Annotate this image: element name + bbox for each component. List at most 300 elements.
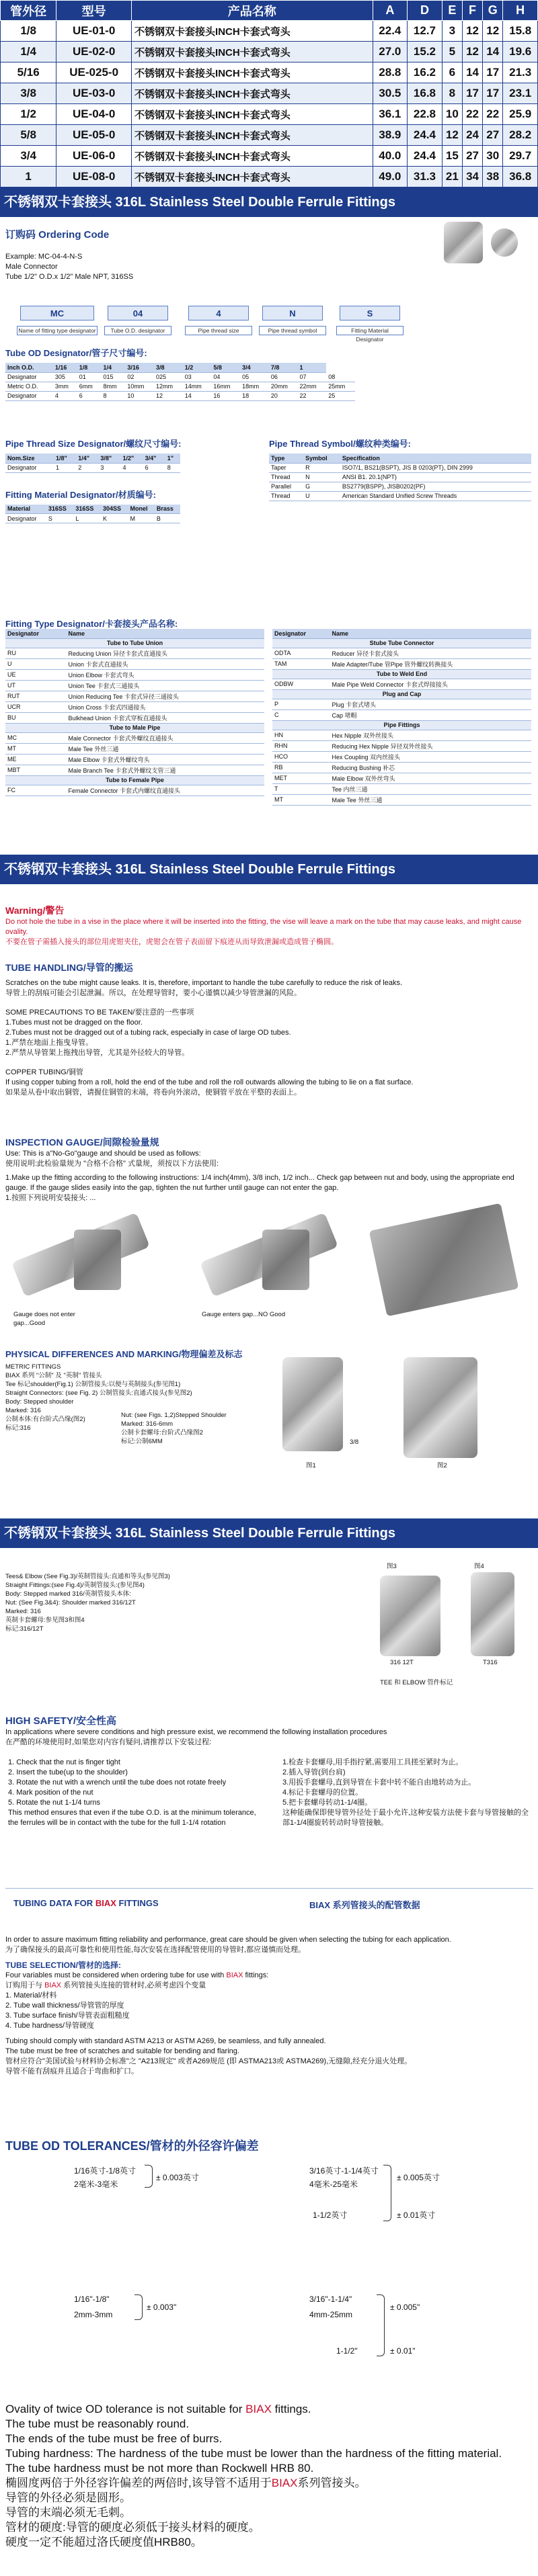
fitting-type-code: MC [5,732,66,743]
spec-cell: UE-02-0 [56,42,132,62]
section-banner-1: 不锈钢双卡套接头 316L Stainless Steel Double Ferrule Fittings [0,187,538,217]
fitting-type-code: FC [5,785,66,796]
section2-line: 标记:316/12T [5,1625,44,1633]
grid-cell: 14 [183,391,212,400]
tubing-intro: In order to assure maximum fitting reliability and performance, great care should be given when selecting the tubing for each application. [5,1936,451,1944]
ordering-section [5,227,355,282]
gauge-p1: Use: This is a"No-Go"gauge and should be used as follows: [5,1150,201,1158]
spec-cell: 12 [442,125,462,146]
ordering-code-box: 4 [188,306,249,320]
physical-line: 公制本体:有台阶式凸缘(图2) [5,1416,85,1423]
section-banner-2: 不锈钢双卡套接头 316L Stainless Steel Double Ferrule Fittings [0,855,538,884]
fitting-type-name: Union Reducing Tee 卡套式异径三通接头 [66,691,264,701]
grid-cell: 1/2" [120,454,143,463]
physical-nut-line: 公制卡套螺母:台阶式凸缘图2 [121,1429,203,1436]
spec-cell: 27 [462,146,482,167]
grid-cell: 6mm [77,382,102,391]
spec-cell: 31.3 [408,167,443,187]
tol-e-value: ± 0.005" [390,2303,420,2312]
physical-nut-line: Marked: 316-6mm [121,1420,174,1428]
spec-cell: 29.7 [503,146,538,167]
tube-selection-intro [5,1971,533,1981]
tol-d-range1: 1/16"-1/8" [74,2294,110,2304]
grid-cell: Inch O.D. [5,363,53,372]
spec-cell: 1/2 [1,104,56,125]
spec-cell: UE-06-0 [56,146,132,167]
fitting-type-group: Stube Tube Connector [272,638,531,648]
fitting-type-name: Male Pipe Weld Connector 卡套式焊接接头 [330,679,531,689]
fig-size-label: 3/8 [350,1439,359,1446]
spec-cell: 22.4 [373,21,408,42]
fitting-type-row [272,783,531,794]
grid-cell: 8mm [102,382,126,391]
grid-cell: 1 [298,363,327,372]
pipe-symbol-section [269,437,531,501]
gauge-caption-good: Gauge does not enter gap...Good [13,1311,75,1327]
fitting-type-code: MT [272,794,330,805]
grid-cell: 22mm [298,382,327,391]
spec-cell: 24.4 [408,125,443,146]
grid-cell: ISO7/1, BS21(BSPT), JIS B 0203(PT), DIN 2999 [340,463,531,472]
fitting-type-code: C [272,710,330,720]
fitting-type-code: T [272,783,330,794]
fitting-type-name: Bulkhead Union 卡套式穿板直通接头 [66,712,264,723]
fitting-type-name: Cap 堵帽 [330,710,531,720]
tol-f-range: 1-1/2" [336,2346,358,2356]
spec-header-cell: 管外径 [1,1,56,21]
safety-step-cn: 3.用扳手套螺母,直到导管在卡套中转不能自由地转动为止。 [282,1778,476,1787]
grid-cell: 02 [125,372,154,382]
grid-row [269,454,531,463]
safety-step-en: 4. Mark position of the nut [8,1789,93,1797]
spec-cell: 5/8 [1,125,56,146]
grid-cell: 1" [165,454,180,463]
physical-nut-line: Nut: (see Figs. 1,2)Stepped Shoulder [121,1412,227,1419]
fig4-photo [471,1572,514,1656]
safety-step-cn: 这种能确保即使导管外径处于最小允许,这种安装方法使卡套与导管接触的全部1-1/4圈旋转转动时导管接触。 [282,1809,529,1827]
spec-cell: 14 [483,42,503,62]
grid-cell: 1/8 [77,363,102,372]
grid-cell: Designator [5,514,46,523]
physical-line: 标记:316 [5,1424,31,1432]
spec-cell: UE-025-0 [56,62,132,83]
spec-cell: 15.2 [408,42,443,62]
spec-cell: 23.1 [503,83,538,104]
fitting-type-name: Reducer 异径卡套式接头 [330,648,531,658]
grid-cell: 3/8" [98,454,120,463]
grid-cell: 25 [326,391,355,400]
grid-cell: 015 [102,372,126,382]
ordering-code-label: Tube O.D. designator [104,326,171,335]
spec-cell: 3/4 [1,146,56,167]
fitting-type-code: U [5,658,66,669]
handling-p3: COPPER TUBING/铜管 [5,1068,83,1076]
tube-selection-item: 2. Tube wall thickness/导管管的厚度 [5,2002,124,2010]
physical-line: Straight Connectors: (see Fig. 2) 公制管接头:直通式接头(参见图2) [5,1389,192,1397]
spec-cell: 5/16 [1,62,56,83]
grid-cell: 3/8 [154,363,183,372]
grid-cell: 20mm [269,382,298,391]
fitting-type-name: Male Elbow 卡套式外螺纹弯头 [66,754,264,765]
fitting-type-group: Tube to Weld End [272,669,531,679]
fitting-type-code: MBT [5,765,66,775]
tubing-std-cn2: 导管不能有刮痕并且适合于弯曲和扩口。 [5,2067,139,2075]
section2-line: Marked: 316 [5,1608,41,1615]
fitting-type-row [272,710,531,720]
grid-cell: Designator [5,372,53,382]
fitting-type-name: Union Tee 卡套式三通接头 [66,680,264,691]
handling-p3t: If using copper tubing from a roll, hold the end of the tube and roll the roll outwards allowing the tubing to lie on a flat surface. [5,1078,414,1086]
tube-selection-section [5,1935,533,2077]
spec-cell: 不锈钢双卡套接头INCH卡套式弯头 [132,125,373,146]
fitting-type-code: UCR [5,701,66,712]
grid-cell: Specification [340,454,531,463]
spec-cell: 21.3 [503,62,538,83]
grid-cell: N [303,472,340,482]
tol-c-value: ± 0.01英寸 [397,2210,436,2220]
tubing-brand: BIAX [95,1898,116,1908]
tol-ef-brace [377,2294,385,2356]
tol-c-range: 1-1/2英寸 [313,2210,348,2220]
safety-step-en: 5. Rotate the nut 1-1/4 turns [8,1799,100,1807]
spec-cell: 27 [483,125,503,146]
spec-cell: UE-05-0 [56,125,132,146]
spec-cell: 不锈钢双卡套接头INCH卡套式弯头 [132,83,373,104]
spec-cell: 8 [442,83,462,104]
grid-cell: 4 [53,391,77,400]
tubing-intro-cn: 为了确保接头的最高可靠性和使用性能,每次安装在选择配管使用的导管时,都应谨慎而处理。 [5,1946,306,1954]
spec-cell: 不锈钢双卡套接头INCH卡套式弯头 [132,42,373,62]
fitting-type-group: Pipe Fittings [272,720,531,730]
physical-nut-line: 标记:公制6MM [121,1438,163,1445]
fitting-type-name: Reducing Hex Nipple 异径双外丝接头 [330,740,531,751]
handling-p1: Scratches on the tube might cause leaks. It is, therefore, important to handle the tube carefully to reduce the risk of leaks. [5,979,403,987]
gauge-title: INSPECTION GAUGE/间隙检验量规 [5,1137,159,1148]
grid-cell: 08 [326,372,355,382]
fitting-type-code: UT [5,680,66,691]
fitting-type-name: Male Tee 外丝三通 [66,743,264,754]
grid-cell: Monel [128,505,155,514]
grid-cell: R [303,463,340,472]
tube-selection-item: 3. Tube surface finish/导管表面粗糙度 [5,2012,130,2020]
fig3-photo [380,1576,440,1656]
grid-cell: 316SS [46,505,74,514]
grid-cell: 3/16 [125,363,154,372]
final-l7: 导管的外径必须是圆形。 [5,2491,131,2504]
grid-cell: Thread [269,491,303,501]
ordering-title: 订购码 Ordering Code [5,229,110,241]
grid-cell: L [73,514,101,523]
tol-b-range1: 3/16英寸-1-1/4英寸 [309,2166,379,2176]
spec-cell: 17 [483,83,503,104]
ordering-example: Example: MC-04-4-N-S [5,253,83,261]
spec-cell: UE-01-0 [56,21,132,42]
fitting-type-row [5,691,264,701]
fitting-type-group: Tube to Tube Union [5,638,264,648]
fig1-photo [282,1357,343,1451]
warning-title: Warning/警告 [5,905,65,916]
spec-cell: 22.8 [408,104,443,125]
grid-cell: 10mm [125,382,154,391]
warning-cn: 不要在管子需插入接头的部位用虎钳夹住，虎钳会在管子表面留下痕迹从而导致泄漏或造成管子椭圆。 [5,938,338,946]
tube-handling-section [5,961,533,1098]
grid-cell: BS2779(BSPP), JISB0202(PF) [340,482,531,491]
grid-cell: 18mm [240,382,269,391]
spec-cell: 17 [462,83,482,104]
gauge-tool-1 [74,1230,121,1290]
spec-cell: 49.0 [373,167,408,187]
spec-cell: 19.6 [503,42,538,62]
spec-cell: UE-08-0 [56,167,132,187]
fitting-type-name: Plug 卡套式堵头 [330,699,531,710]
grid-cell: 25mm [326,382,355,391]
fitting-type-name: Hex Nipple 双外丝接头 [330,730,531,740]
fitting-type-name: Hex Coupling 双内丝接头 [330,751,531,762]
ordering-code-box: MC [20,306,94,320]
spec-cell: UE-04-0 [56,104,132,125]
section2-lines [5,1572,227,1633]
grid-row [5,514,180,523]
spec-row [1,104,538,125]
grid-row [5,454,180,463]
safety-step-en: 3. Rotate the nut with a wrench until the tube does not rotate freely [8,1778,227,1787]
fitting-type-name: Tee 内丝三通 [330,783,531,794]
grid-row [5,363,355,372]
safety-intro: In applications where severe conditions and high pressure exist, we recommend the following installation procedures [5,1728,387,1736]
grid-cell: American Standard Unified Screw Threads [340,491,531,501]
grid-cell: 01 [77,372,102,382]
final-l6 [5,2476,533,2491]
fitting-type-row [272,638,531,648]
grid-cell: Metric O.D. [5,382,53,391]
section2-caption: TEE 和 ELBOW 管件标记 [380,1679,453,1686]
grid-cell: 6 [77,391,102,400]
spec-cell: 24 [462,125,482,146]
warning-section [5,904,533,947]
fitting-type-row [5,732,264,743]
grid-cell: 07 [298,372,327,382]
tube-selection-items [5,1991,533,2031]
pipe-symbol-title: Pipe Thread Symbol/螺纹种类编号: [269,439,411,449]
grid-cell: 04 [211,372,240,382]
fitting-type-row [272,679,531,689]
final-l5: The tube hardness must be not more than Rockwell HRB 80. [5,2462,314,2475]
fitting-type-code: ODTA [272,648,330,658]
ordering-code-label: Name of fitting type designator [17,326,98,335]
spec-row [1,62,538,83]
grid-cell: K [101,514,128,523]
grid-cell: Designator [5,391,53,400]
grid-cell: 025 [154,372,183,382]
fitting-type-row [5,775,264,785]
grid-row [5,505,180,514]
safety-step-cn: 1.检查卡套螺母,用手指拧紧,需要用工具搓至紧时为止。 [282,1758,463,1766]
spec-cell: 28.8 [373,62,408,83]
grid-cell: 3 [98,463,120,472]
fig1-label: 图1 [306,1462,316,1469]
grid-cell: 05 [240,372,269,382]
fitting-type-name: Male Elbow 双外丝弯头 [330,773,531,783]
grid-cell: 305 [53,372,77,382]
tube-selection-cn-a: 订购用于与 [5,1981,42,1989]
spec-cell: 1/8 [1,21,56,42]
fitting-types-left-table [5,629,264,796]
fitting-type-code: P [272,699,330,710]
fitting-type-name: Name [330,629,531,638]
fig2-label: 图2 [437,1462,447,1469]
grid-cell: 1/4" [76,454,98,463]
spec-cell: 36.8 [503,167,538,187]
spec-cell: 不锈钢双卡套接头INCH卡套式弯头 [132,21,373,42]
fitting-type-row [5,648,264,658]
fig4-label: 图4 [474,1563,484,1570]
fitting-type-row [272,720,531,730]
final-l10: 硬度一定不能超过洛氏硬度值HRB80。 [5,2536,202,2548]
ordering-code-box: 04 [108,306,168,320]
handling-item-4: 2.严禁从导管架上拖拽出导管，尤其是外径较大的导管。 [5,1049,190,1057]
pipe-size-section [5,437,182,523]
safety-intro-cn: 在严酷的环境使用时,如果您对内容有疑问,请推荐以下安装过程: [5,1738,212,1746]
final-l3: The ends of the tube must be free of burrs. [5,2432,223,2445]
handling-item-1: 1.Tubes must not be dragged on the floor. [5,1019,143,1027]
ordering-code-box: S [340,306,400,320]
grid-row [269,482,531,491]
physical-line: Body: Stepped shoulder [5,1398,74,1406]
grid-cell: 8 [102,391,126,400]
safety-title: HIGH SAFETY/安全性高 [5,1715,117,1727]
gauge-p2cn: 1.按照下列说明安装接头: ... [5,1194,96,1202]
spec-cell: 14 [462,62,482,83]
fitting-type-code: MT [5,743,66,754]
fitting-type-code: HCO [272,751,330,762]
spec-table [0,0,538,187]
final-l1a: Ovality of twice OD tolerance is not suitable for [5,2403,243,2415]
grid-cell: 12 [154,391,183,400]
grid-cell: 14mm [183,382,212,391]
safety-steps-cn [282,1758,531,1828]
tol-d-value: ± 0.003" [147,2303,177,2312]
spec-cell: 不锈钢双卡套接头INCH卡套式弯头 [132,146,373,167]
fitting-type-row [272,730,531,740]
grid-cell: 1/16 [53,363,77,372]
fitting-types-title: Fitting Type Designator/卡套接头产品名称: [5,619,178,629]
grid-row [5,382,355,391]
tube-selection-cn-brand: BIAX [44,1981,62,1989]
grid-cell: 7/8 [269,363,298,372]
spec-cell: 12.7 [408,21,443,42]
fitting-type-row [5,765,264,775]
fitting-type-row [272,689,531,699]
physical-line: Tee 标记shoulder(Fig.1) 公制管接头:以便与英制接头(参见图1) [5,1381,181,1388]
spec-cell: 6 [442,62,462,83]
fitting-type-name: Male Adapter/Tube 管Pipe 管外螺纹转换接头 [330,658,531,669]
fitting-type-name: Male Connector 卡套式外螺纹直通接头 [66,732,264,743]
spec-header-cell: D [408,1,443,21]
spec-header-cell: H [503,1,538,21]
grid-cell: ANSI B1. 20.1(NPT) [340,472,531,482]
fitting-type-row [5,629,264,638]
fitting-type-group: Plug and Cap [272,689,531,699]
spec-table-body [1,21,538,187]
final-l6-brand: BIAX [271,2477,298,2489]
fitting-type-row [5,754,264,765]
fig3-marking: 316 12T [390,1659,414,1666]
spec-cell: 15.8 [503,21,538,42]
fitting-type-row [272,648,531,658]
grid-cell: 16mm [211,382,240,391]
grid-cell: 10 [125,391,154,400]
gauge-p2: 1.Make up the fitting according to the following instructions: 1/4 inch(4mm), 3/8 inch, 1/2 inch... Check gap between nut and body, using the appropriate end gauge. If the gauge slides easily into the gap, tighten the nut further until gauge can not enter the gap. [5,1174,514,1192]
tube-selection-brand: BIAX [226,1971,243,1979]
physical-line: BIAX 系列 "公制" 及 "英制" 管接头 [5,1372,102,1379]
fitting-type-row [5,669,264,680]
fitting-type-name: Reducing Union 异径卡套式直通接头 [66,648,264,658]
safety-step-cn: 5.把卡套螺母转动1-1/4圈。 [282,1799,373,1807]
spec-cell: 16.8 [408,83,443,104]
tol-a-range1: 1/16英寸-1/8英寸 [74,2166,137,2176]
tol-d-range2: 2mm-3mm [74,2310,113,2319]
fitting-type-code: RB [272,762,330,773]
fitting-types-section [5,617,178,630]
material-table [5,505,180,524]
spec-row [1,125,538,146]
grid-cell: 22 [298,391,327,400]
fitting-type-code: MET [272,773,330,783]
male-connector-photo [444,222,483,263]
grid-row [269,491,531,501]
spec-cell: 5 [442,42,462,62]
handling-title: TUBE HANDLING/导管的搬运 [5,962,133,973]
spec-cell: 12 [462,42,482,62]
tol-a-range2: 2毫米-3毫米 [74,2180,118,2189]
safety-step-en: This method ensures that even if the tube O.D. is at the minimum tolerance, the ferrules will be in contact with the tube for the full 1-1/4 rotation [8,1809,256,1827]
final-l1b: fittings. [274,2403,311,2415]
tube-od-table [5,363,355,401]
physical-title: PHYSICAL DIFFERENCES AND MARKING/物理偏差及标志 [5,1349,243,1359]
tube-selection-cn [5,1981,533,1991]
section-banner-3: 不锈钢双卡套接头 316L Stainless Steel Double Ferrule Fittings [0,1518,538,1548]
grid-cell: 03 [183,372,212,382]
spec-cell: 不锈钢双卡套接头INCH卡套式弯头 [132,62,373,83]
spec-cell: 30.5 [373,83,408,104]
spec-cell: 10 [442,104,462,125]
pipe-size-table [5,454,180,473]
physical-nut [121,1411,229,1446]
handling-p1cn: 导管上的刮痕可能会引起泄漏。所以，在处理导管时，要小心谨慎以减少导管泄漏的风险。 [5,989,301,997]
safety-steps-en [8,1758,257,1828]
grid-row [269,472,531,482]
section2-line: 英制卡套螺母:参见图3和图4 [5,1617,85,1624]
safety-step-en: 1. Check that the nut is finger tight [8,1758,120,1766]
fitting-type-row [5,658,264,669]
final-notes [5,2402,533,2550]
spec-cell: 22 [462,104,482,125]
spec-header-cell: F [462,1,482,21]
spec-cell: 不锈钢双卡套接头INCH卡套式弯头 [132,167,373,187]
grid-cell: 5/8 [211,363,240,372]
tube-selection-cn-b: 系列管接头连接的管材时,必须考虑四个变量 [63,1981,206,1989]
material-title: Fitting Material Designator/材质编号: [5,489,156,500]
grid-cell: Brass [155,505,180,514]
tubing-title-en: TUBING DATA FOR [13,1898,93,1908]
pipe-size-title: Pipe Thread Size Designator/螺纹尺寸编号: [5,439,182,449]
high-safety-section [5,1713,533,1748]
fitting-type-row [5,723,264,732]
tol-a-value: ± 0.003英寸 [156,2173,199,2182]
fitting-type-row [272,794,531,805]
handling-p2: SOME PRECAUTIONS TO BE TAKEN/要注意的一些事项 [5,1008,194,1017]
tol-a-brace [145,2165,153,2188]
